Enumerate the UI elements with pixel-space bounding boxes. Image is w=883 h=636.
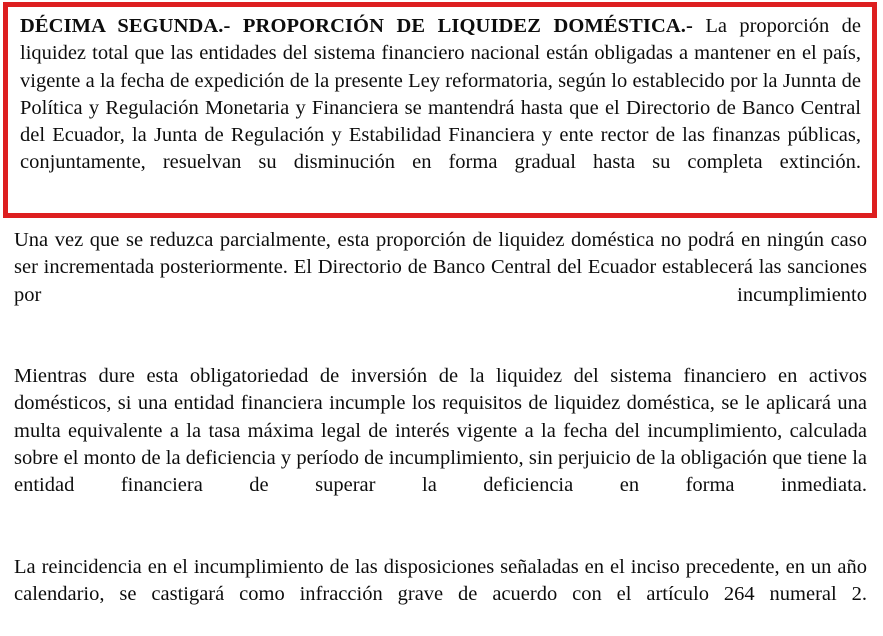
paragraph-one: Una vez que se reduzca parcialmente, esta proporción de liquidez doméstica no podrá en ningún caso ser incrementada posteriormente. El Directorio de Banco Central del Ecuador establecerá las sanciones por incumplimiento bbox=[14, 229, 867, 306]
document-body bbox=[14, 227, 867, 636]
highlighted-clause-content bbox=[8, 7, 872, 204]
paragraph-three: La reincidencia en el incumplimiento de las disposiciones señaladas en el inciso precedente, en un año calendario, se castigará como infracción grave de acuerdo con el artículo 264 numeral 2. bbox=[14, 555, 867, 606]
highlighted-clause-paragraph bbox=[20, 13, 861, 204]
clause-heading: DÉCIMA SEGUNDA.- PROPORCIÓN DE LIQUIDEZ DOMÉSTICA.- bbox=[20, 15, 693, 37]
clause-body: La proporción de liquidez total que las entidades del sistema financiero nacional están obligadas a mantener en el país, vigente a la fecha de expedición de la presente Ley reformatoria, según lo establecido por la Junnta de Política y Regulación Monetaria y Financiera se mantendrá hasta que el Directorio de Banco Central del Ecuador, la Junta de Regulación y Estabilidad Financiera y ente rector de las finanzas públicas, conjuntamente, resuelvan su disminución en forma gradual hasta su completa extinción. bbox=[20, 15, 861, 174]
highlighted-clause-box bbox=[3, 2, 877, 218]
paragraph-two: Mientras dure esta obligatoriedad de inversión de la liquidez del sistema financiero en activos domésticos, si una entidad financiera incumple los requisitos de liquidez doméstica, se le aplicará una multa equivalente a la tasa máxima legal de interés vigente a la fecha del incumplimiento, calculada sobre el monto de la deficiencia y período de incumplimiento, sin perjuicio de la obligación que tiene la entidad financiera de superar la deficiencia en forma inmediata. bbox=[14, 365, 867, 497]
